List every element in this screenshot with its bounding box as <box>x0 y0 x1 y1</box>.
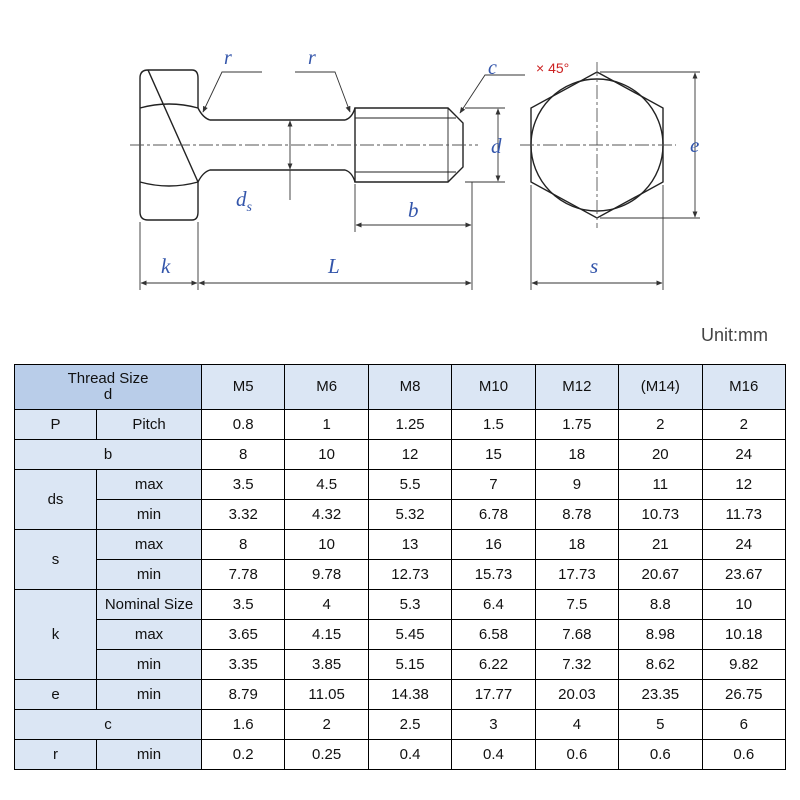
table-cell: 0.25 <box>285 740 368 770</box>
size-header: M5 <box>202 365 285 410</box>
table-cell: 13 <box>368 530 451 560</box>
label-L: L <box>328 254 340 278</box>
table-cell: 2 <box>619 410 702 440</box>
table-cell: 8.98 <box>619 620 702 650</box>
table-row-e <box>15 680 786 710</box>
table-row-ds-min <box>15 500 786 530</box>
table-cell: 8.8 <box>619 590 702 620</box>
table-row-ds-max <box>15 470 786 500</box>
label-ds: $d_s$ <box>236 187 252 215</box>
table-cell: 3.32 <box>202 500 285 530</box>
table-cell: 20.03 <box>535 680 618 710</box>
table-cell: 0.4 <box>368 740 451 770</box>
table-cell: 8.79 <box>202 680 285 710</box>
table-cell: 7.32 <box>535 650 618 680</box>
size-header: M8 <box>368 365 451 410</box>
table-cell: 5.45 <box>368 620 451 650</box>
thread-size-header <box>15 365 202 410</box>
table-row-pitch <box>15 410 786 440</box>
size-header: M10 <box>452 365 535 410</box>
row-sublabel: Pitch <box>97 410 202 440</box>
table-cell: 6.78 <box>452 500 535 530</box>
row-label: b <box>15 440 202 470</box>
table-row-s-max <box>15 530 786 560</box>
table-cell: 24 <box>702 440 785 470</box>
row-sublabel: Nominal Size <box>97 590 202 620</box>
table-cell: 3.5 <box>202 470 285 500</box>
table-cell: 7.78 <box>202 560 285 590</box>
table-cell: 2 <box>285 710 368 740</box>
thread-size-label: Thread Size <box>67 370 149 387</box>
table-cell: 5 <box>619 710 702 740</box>
table-cell: 3 <box>452 710 535 740</box>
table-cell: 11.05 <box>285 680 368 710</box>
table-cell: 0.6 <box>535 740 618 770</box>
table-cell: 5.15 <box>368 650 451 680</box>
size-header: M6 <box>285 365 368 410</box>
table-cell: 3.65 <box>202 620 285 650</box>
table-cell: 10 <box>702 590 785 620</box>
bolt-technical-drawing <box>0 0 800 310</box>
table-cell: 5.5 <box>368 470 451 500</box>
table-row-k-max <box>15 620 786 650</box>
table-cell: 0.8 <box>202 410 285 440</box>
table-cell: 21 <box>619 530 702 560</box>
table-cell: 0.4 <box>452 740 535 770</box>
label-r-right: r <box>308 47 316 69</box>
table-cell: 23.67 <box>702 560 785 590</box>
table-cell: 12 <box>368 440 451 470</box>
table-cell: 12.73 <box>368 560 451 590</box>
row-sublabel: max <box>97 530 202 560</box>
table-cell: 0.6 <box>619 740 702 770</box>
table-cell: 14.38 <box>368 680 451 710</box>
table-cell: 7.5 <box>535 590 618 620</box>
table-cell: 26.75 <box>702 680 785 710</box>
table-cell: 9.82 <box>702 650 785 680</box>
table-cell: 11.73 <box>702 500 785 530</box>
size-header: M12 <box>535 365 618 410</box>
table-row-b <box>15 440 786 470</box>
table-cell: 6 <box>702 710 785 740</box>
row-sublabel: min <box>97 500 202 530</box>
row-label: r <box>15 740 97 770</box>
row-sublabel: max <box>97 620 202 650</box>
table-cell: 10 <box>285 530 368 560</box>
table-cell: 1.75 <box>535 410 618 440</box>
table-cell: 0.2 <box>202 740 285 770</box>
table-cell: 20 <box>619 440 702 470</box>
table-cell: 11 <box>619 470 702 500</box>
label-c-angle: × 45° <box>536 60 570 76</box>
table-cell: 7.68 <box>535 620 618 650</box>
table-header-row <box>15 365 786 410</box>
thread-size-symbol: d <box>103 386 113 403</box>
table-cell: 5.32 <box>368 500 451 530</box>
table-cell: 3.35 <box>202 650 285 680</box>
row-label: P <box>15 410 97 440</box>
table-cell: 4.5 <box>285 470 368 500</box>
row-sublabel: min <box>97 650 202 680</box>
table-cell: 8 <box>202 440 285 470</box>
row-sublabel: min <box>97 740 202 770</box>
size-header: M16 <box>702 365 785 410</box>
table-cell: 3.85 <box>285 650 368 680</box>
table-row-r <box>15 740 786 770</box>
table-cell: 17.73 <box>535 560 618 590</box>
size-header: (M14) <box>619 365 702 410</box>
table-cell: 2.5 <box>368 710 451 740</box>
table-cell: 12 <box>702 470 785 500</box>
table-cell: 8 <box>202 530 285 560</box>
row-label: ds <box>15 470 97 530</box>
table-cell: 10 <box>285 440 368 470</box>
table-cell: 9.78 <box>285 560 368 590</box>
table-cell: 18 <box>535 530 618 560</box>
table-cell: 4.15 <box>285 620 368 650</box>
table-cell: 23.35 <box>619 680 702 710</box>
table-cell: 1.25 <box>368 410 451 440</box>
label-k: k <box>161 254 171 278</box>
label-c: c <box>488 57 497 79</box>
label-e: e <box>690 133 700 157</box>
table-cell: 1.6 <box>202 710 285 740</box>
table-cell: 10.18 <box>702 620 785 650</box>
bolt-spec-table <box>14 364 786 770</box>
table-cell: 24 <box>702 530 785 560</box>
table-cell: 2 <box>702 410 785 440</box>
table-cell: 1.5 <box>452 410 535 440</box>
row-label: k <box>15 590 97 680</box>
table-row-s-min <box>15 560 786 590</box>
table-cell: 17.77 <box>452 680 535 710</box>
label-s: s <box>590 254 599 278</box>
row-sublabel: min <box>97 680 202 710</box>
table-cell: 15 <box>452 440 535 470</box>
table-cell: 8.78 <box>535 500 618 530</box>
table-cell: 0.6 <box>702 740 785 770</box>
table-row-k-min <box>15 650 786 680</box>
table-cell: 20.67 <box>619 560 702 590</box>
unit-label: Unit:mm <box>701 325 768 345</box>
row-sublabel: max <box>97 470 202 500</box>
table-cell: 9 <box>535 470 618 500</box>
table-cell: 16 <box>452 530 535 560</box>
label-d: d <box>491 134 502 158</box>
table-cell: 6.4 <box>452 590 535 620</box>
table-cell: 4.32 <box>285 500 368 530</box>
table-cell: 15.73 <box>452 560 535 590</box>
table-cell: 3.5 <box>202 590 285 620</box>
label-b: b <box>408 198 419 222</box>
table-cell: 7 <box>452 470 535 500</box>
row-label: c <box>15 710 202 740</box>
table-cell: 4 <box>535 710 618 740</box>
table-cell: 6.22 <box>452 650 535 680</box>
table-cell: 6.58 <box>452 620 535 650</box>
table-cell: 1 <box>285 410 368 440</box>
table-cell: 8.62 <box>619 650 702 680</box>
row-label: s <box>15 530 97 590</box>
row-sublabel: min <box>97 560 202 590</box>
row-label: e <box>15 680 97 710</box>
table-cell: 4 <box>285 590 368 620</box>
label-r-left: r <box>224 47 232 69</box>
table-cell: 5.3 <box>368 590 451 620</box>
table-row-k-nominal <box>15 590 786 620</box>
table-row-c <box>15 710 786 740</box>
table-cell: 18 <box>535 440 618 470</box>
table-cell: 10.73 <box>619 500 702 530</box>
